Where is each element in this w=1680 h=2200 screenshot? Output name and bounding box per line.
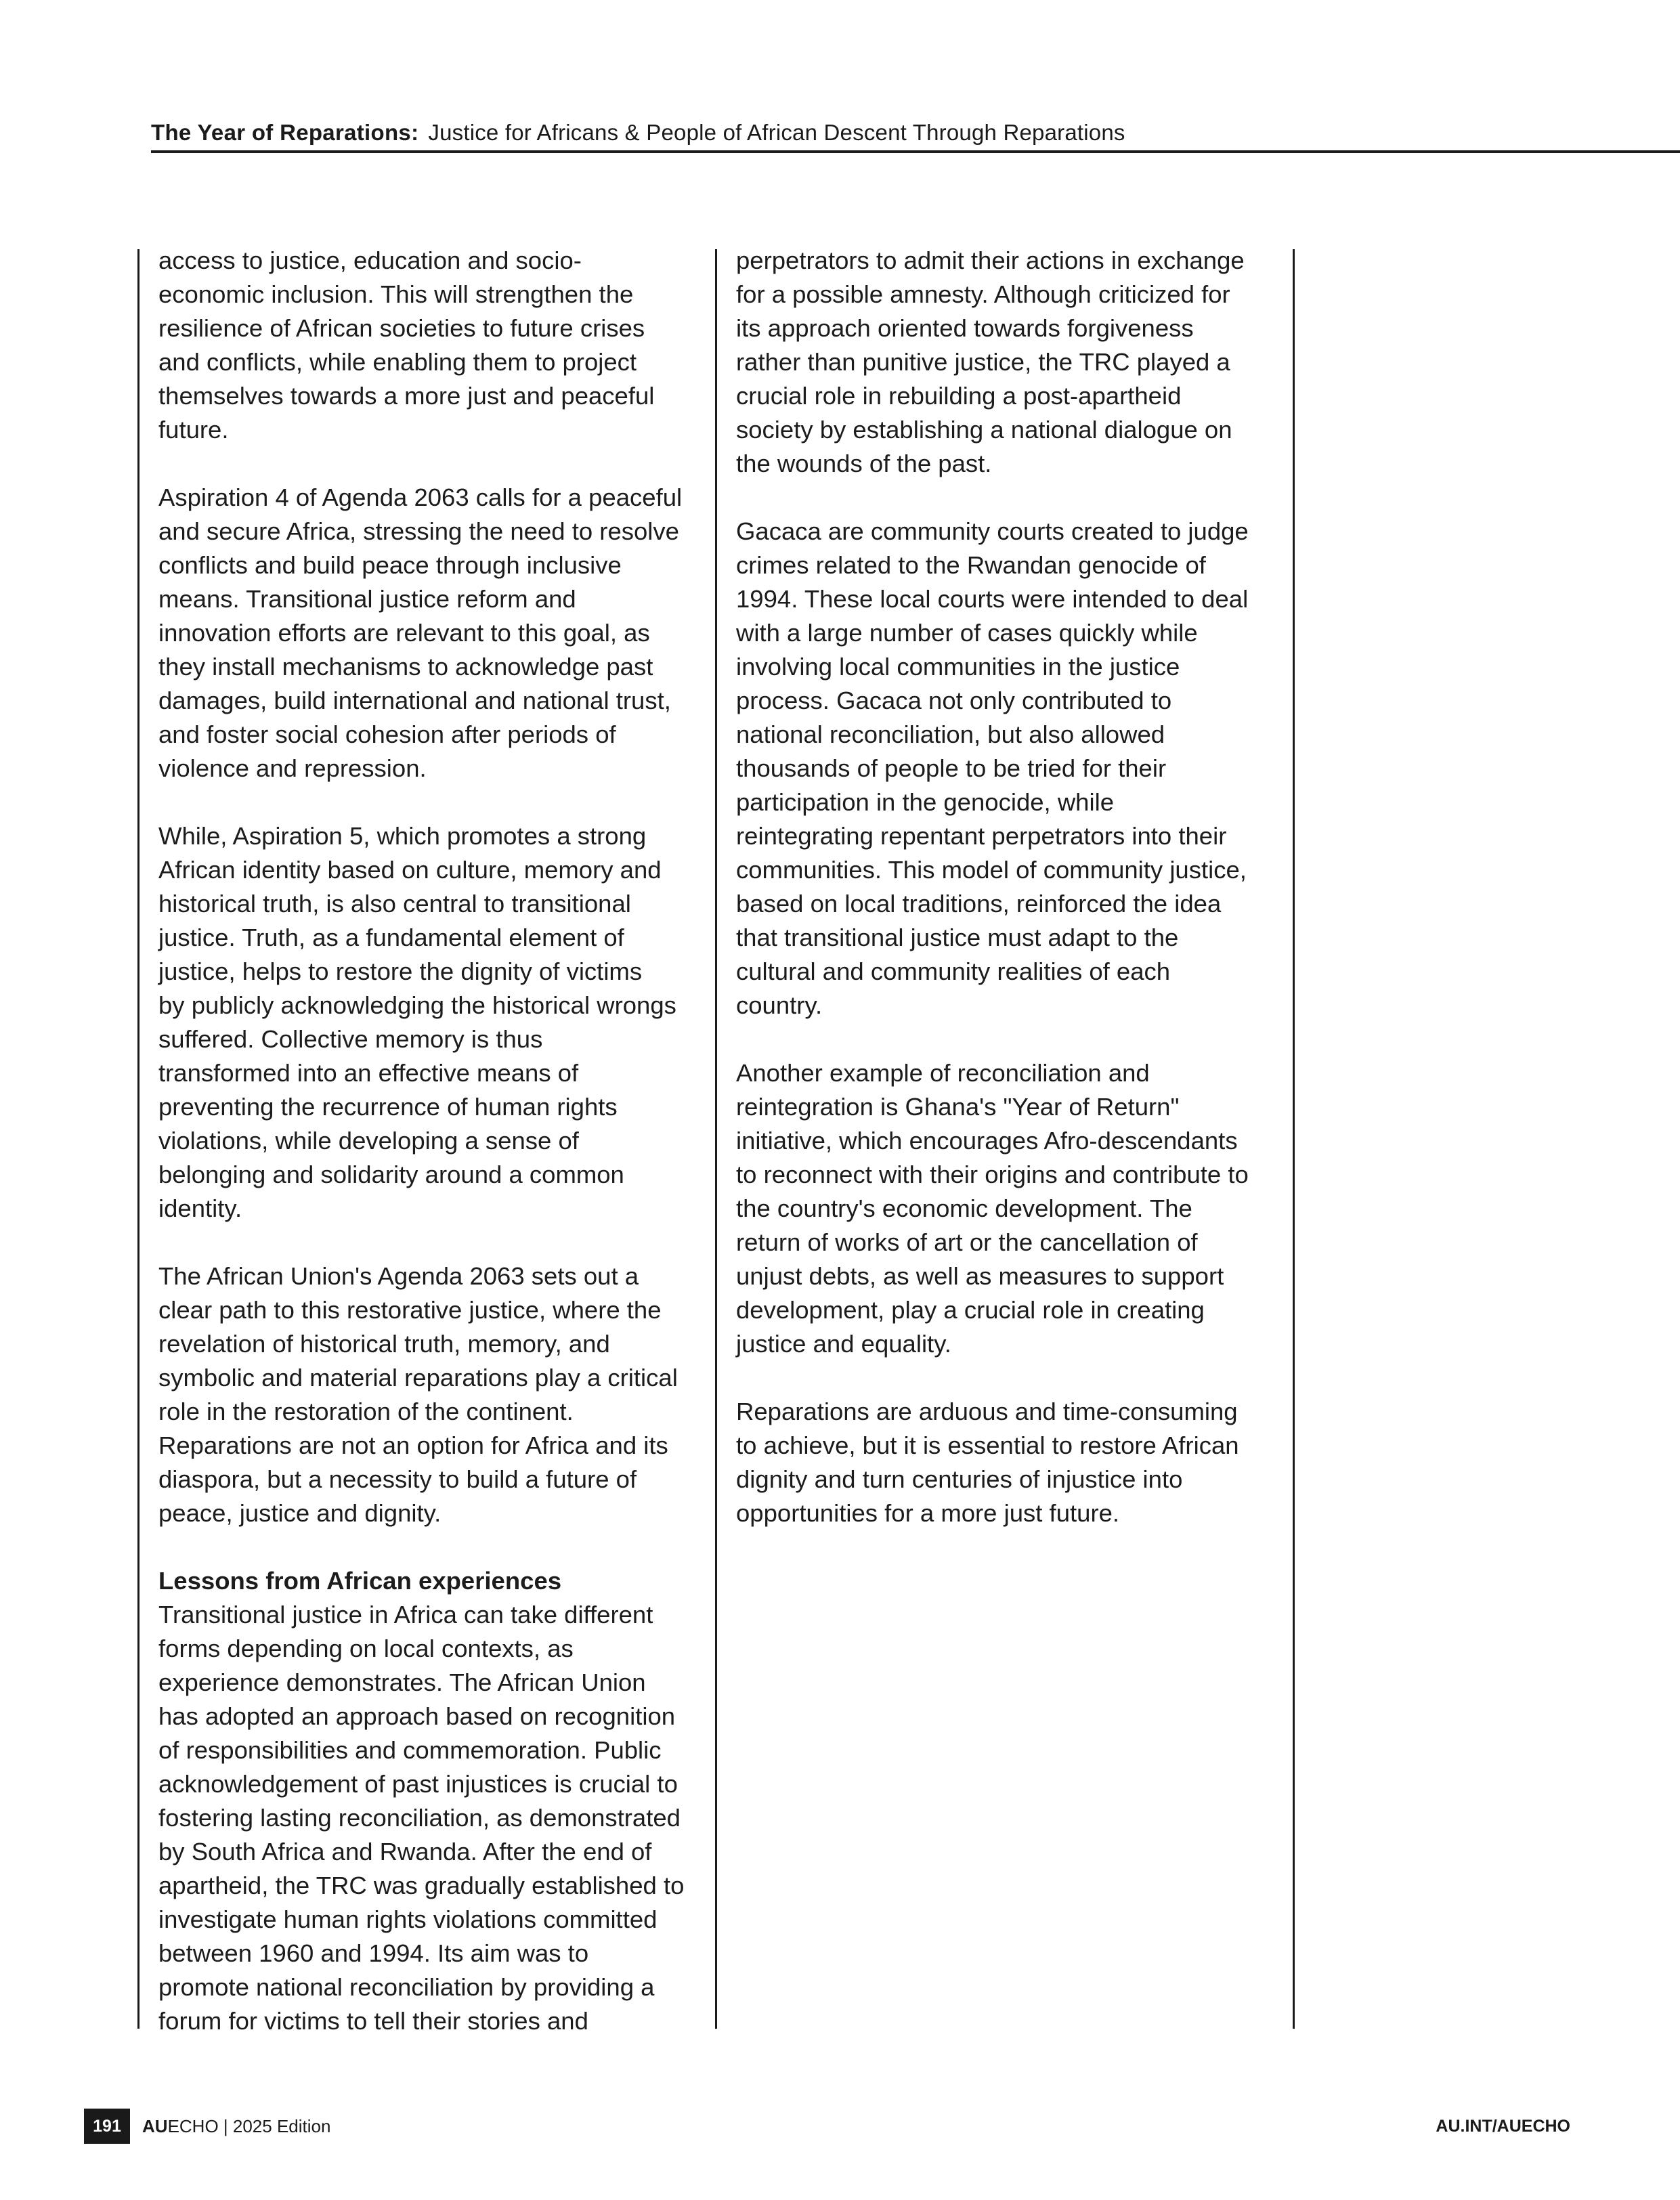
footer-brand-bold: AU <box>142 2116 168 2136</box>
paragraph: Reparations are arduous and time-consuming to achieve, but it is essential to restore African dignity and turn centuries of injustice into opportunities for a more just future. <box>736 1398 1239 1527</box>
article-column-right <box>736 244 1288 1530</box>
running-header-title-bold: The Year of Reparations: <box>151 120 419 145</box>
footer-publication <box>142 2111 330 2141</box>
header-divider <box>151 150 1680 153</box>
column-rule-middle <box>715 249 717 2029</box>
footer-brand-rest: ECHO | 2025 Edition <box>167 2116 331 2136</box>
column-rule-left <box>137 249 139 2029</box>
paragraph: The African Union's Agenda 2063 sets out a clear path to this restorative justice, where the revelation of historical truth, memory, and symbolic and material reparations play a critical role in the restoration of the continent. Reparations are not an option for Africa and its diaspora, but a necessity to build a future of peace, justice and dignity. <box>158 1262 678 1527</box>
page-number: 191 <box>84 2109 130 2144</box>
paragraph: access to justice, education and socio- economic inclusion. This will strengthen the resilience of African societies to future crises and conflicts, while enabling them to project themselves towards a more just and peaceful future. <box>158 246 655 444</box>
article-column-left <box>158 244 710 2038</box>
section-heading: Lessons from African experiences <box>158 1567 562 1595</box>
running-header <box>151 118 1125 148</box>
paragraph: Aspiration 4 of Agenda 2063 calls for a peaceful and secure Africa, stressing the need to resolve conflicts and build peace through inclusive means. Transitional justice reform and innovation efforts are relevant to this goal, as they install mechanisms to acknowledge past damages, build international and national trust, and foster social cohesion after periods of violence and repression. <box>158 483 683 782</box>
paragraph: Another example of reconciliation and reintegration is Ghana's "Year of Return" initiative, which encourages Afro-descendants to reconnect with their origins and contribute to the country's economic development. The return of works of art or the cancellation of unjust debts, as well as measures to support development, play a crucial role in creating justice and equality. <box>736 1059 1249 1358</box>
footer-url: AU.INT/AUECHO <box>1436 2117 1570 2136</box>
paragraph: Transitional justice in Africa can take different forms depending on local contexts, as experience demonstrates. The African Union has adopted an approach based on recognition of responsibilities and commemoration. Public acknowledgement of past injustices is crucial to fostering lasting reconciliation, as demonstrated by South Africa and Rwanda. After the end of apartheid, the TRC was gradually established to investigate human rights violations committed between 1960 and 1994. Its aim was to promote national reconciliation by providing a forum for victims to tell their stories and <box>158 1601 685 2035</box>
paragraph: perpetrators to admit their actions in exchange for a possible amnesty. Although criticized for its approach oriented towards forgiveness rather than punitive justice, the TRC played a crucial role in rebuilding a post-apartheid society by establishing a national dialogue on the wounds of the past. <box>736 246 1245 477</box>
running-header-title-rest: Justice for Africans & People of African Descent Through Reparations <box>428 120 1125 145</box>
paragraph: While, Aspiration 5, which promotes a strong African identity based on culture, memory and historical truth, is also central to transitional justice. Truth, as a fundamental element of justice, helps to restore the dignity of victims by publicly acknowledging the historical wrongs suffered. Collective memory is thus transformed into an effective means of preventing the recurrence of human rights violations, while developing a sense of belonging and solidarity around a common identity. <box>158 822 676 1222</box>
paragraph: Gacaca are community courts created to judge crimes related to the Rwandan genocide of 1994. These local courts were intended to deal with a large number of cases quickly while involving local communities in the justice process. Gacaca not only contributed to national reconciliation, but also allowed thousands of people to be tried for their participation in the genocide, while reintegrating repentant perpetrators into their communities. This model of community justice, based on local traditions, reinforced the idea that transitional justice must adapt to the cultural and community realities of each country. <box>736 517 1249 1019</box>
column-rule-right <box>1293 249 1295 2029</box>
